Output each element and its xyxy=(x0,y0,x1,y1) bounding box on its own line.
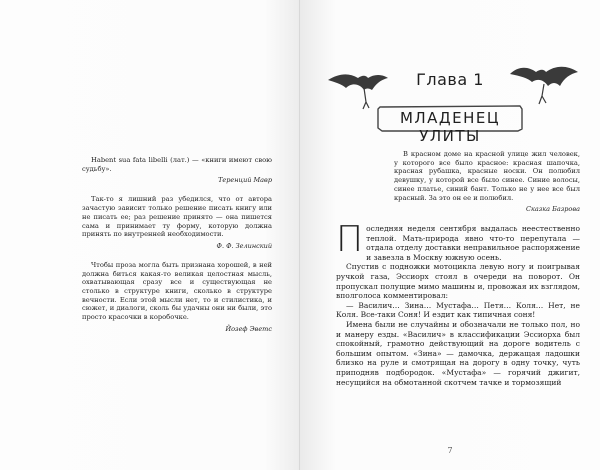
chapter-title-box xyxy=(374,103,526,145)
epigraph-author-1: Теренций Мавр xyxy=(218,176,272,185)
paragraph-1-text: оследняя неделя сентября выдалась неестественно теплой. Мать-природа явно что-то перепутала — отдала отделу доставки неправильное распоряжение и завезла в Москву южную осень. xyxy=(366,224,580,262)
chapter-epigraph-text: В красном доме на красной улице жил человек, у которого все было красное: красная шапочка, красная рубашка, красные носки. Он полюбил девушку, у которой все было синее. Синие волосы, синее платье, синий бант. Только не у нее все был красный. За это он ее и полюбил. xyxy=(394,150,580,202)
chapter-epigraph-author: Сказка Базрова xyxy=(525,205,580,214)
epigraph-text-1: Habent sua fata libelli (лат.) — «книги имеют свою судьбу». xyxy=(82,156,272,173)
epigraph-block xyxy=(82,156,272,333)
epigraph-text-3: Чтобы проза могла быть признана хорошей, в ней должна биться какая-то великая целостная мысль, охватывающая сразу все и существующая не столько в структуре книги, сколько в структуре вечности. Если этой мысли нет, то и стилистика, и сюжет, и диалоги, сколь бы удачны они ни были, это просто красочки в коробочке. xyxy=(82,260,272,322)
drop-cap: П xyxy=(336,219,364,260)
epigraph-author-2: Ф. Ф. Зелинский xyxy=(216,241,272,250)
right-page xyxy=(300,0,600,470)
epigraph-author-3: Йозеф Эветс xyxy=(225,324,272,333)
epigraph-text-2: Так-то я лишний раз убедился, что от автора зачастую зависит только решение писать книгу или не писать ее; раз решение принято — она пишется сама и принимает ту форму, которую должна принять по внутренней необходимости. xyxy=(82,195,272,239)
chapter-title: МЛАДЕНЕЦ УЛИТЫ xyxy=(399,109,501,145)
page-number: 7 xyxy=(447,446,453,455)
paragraph-2: Спустив с подножки мотоцикла левую ногу и поигрывая ручкой газа, Эссиорх стоял в очереди на поворот. Он пропускал полущие мимо машины и, провожая их взглядом, вполголоса комментировал: xyxy=(336,262,580,301)
paragraph-1 xyxy=(336,219,580,262)
chapter-label: Глава 1 xyxy=(416,70,484,89)
chapter-body xyxy=(336,219,580,387)
paragraph-3: — Василич… Зина… Мустафа… Петя… Коля… Нет, не Коля. Все-таки Соня! И ездит как типичная соня! xyxy=(336,300,580,320)
chapter-epigraph xyxy=(394,150,580,213)
paragraph-4: Имена были не случайны и обозначали не только пол, но и манеру езды. «Василич» в классификации Эссиорха был спокойный, грамотно действующий на дороге водитель с большим опытом. «Зина» — дамочка, держащая ладошки близко на руле и смотрящая на дорогу в одну точку, чуть приподняв подбородок. «Мустафа» — горячий джигит, несущийся на обмотанной скотчем тачке и тормозящий xyxy=(336,319,580,387)
